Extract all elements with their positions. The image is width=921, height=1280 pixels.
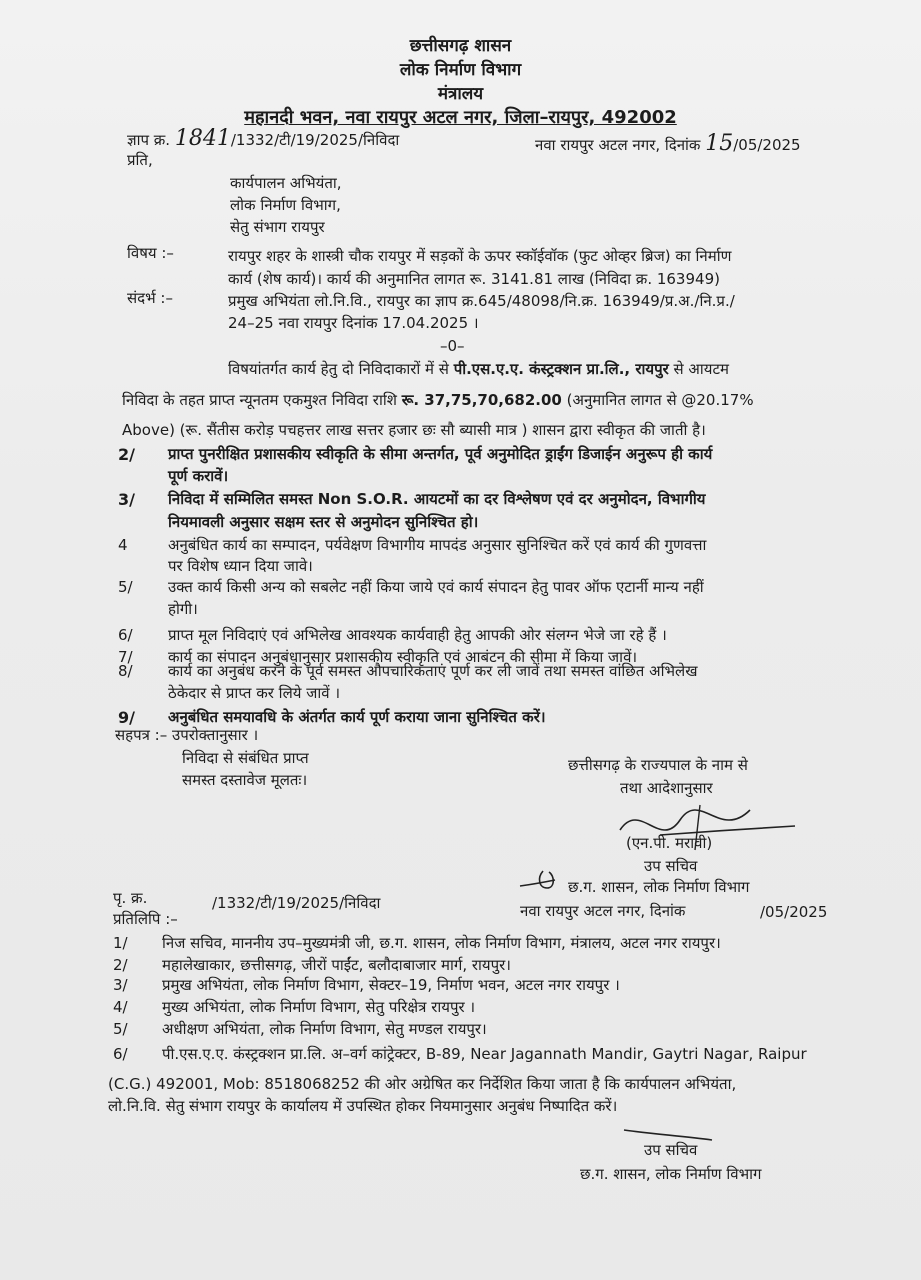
memo-date (535, 131, 801, 156)
header-govt: छत्तीसगढ़ शासन (409, 36, 512, 56)
copy-recipient: मुख्य अभियंता, लोक निर्माण विभाग, सेतु परिक्षेत्र रायपुर । (162, 998, 476, 1016)
copy-recipient: प्रमुख अभियंता, लोक निर्माण विभाग, सेक्टर–19, निर्माण भवन, अटल नगर रायपुर । (162, 976, 620, 994)
point-text-line1: कार्य का अनुबंध करने के पूर्व समस्त औपचारिकताएं पूर्ण कर ली जावें तथा समस्त वांछित अभिलेख (168, 662, 698, 680)
divider: –0– (440, 337, 465, 355)
endorse-date: /05/2025 (760, 903, 828, 921)
endorse-place-date: नवा रायपुर अटल नगर, दिनांक (520, 902, 686, 920)
governor-order-line2: तथा आदेशानुसार (620, 779, 713, 797)
point-text-line2: होगी। (168, 600, 198, 618)
point-number: 8/ (118, 662, 133, 680)
addressee-line1: कार्यपालन अभियंता, (230, 174, 342, 192)
point-number: 6/ (118, 626, 133, 644)
memo-handwritten-day: 15 (705, 131, 734, 156)
prati-label: प्रति, (127, 151, 153, 169)
reference-line2: 24–25 नवा रायपुर दिनांक 17.04.2025 । (228, 314, 479, 332)
header-dept: लोक निर्माण विभाग (399, 60, 522, 80)
memo-handwritten-number: 1841 (174, 126, 231, 151)
copy-number: 6/ (113, 1045, 128, 1063)
governor-order-line1: छत्तीसगढ़ के राज्यपाल के नाम से (568, 756, 748, 774)
point-number: 9/ (118, 708, 135, 727)
point-number: 3/ (118, 490, 135, 509)
memo-place-date: नवा रायपुर अटल नगर, दिनांक (535, 136, 701, 154)
endorse-number: /1332/टी/19/2025/निविदा (212, 894, 381, 912)
copy-number: 1/ (113, 934, 128, 952)
point-number: 4 (118, 536, 128, 554)
point-text-line2: पूर्ण करावें। (168, 467, 229, 485)
point-text-line2: पर विशेष ध्यान दिया जावे। (168, 557, 313, 575)
signatory-2-dept: छ.ग. शासन, लोक निर्माण विभाग (580, 1165, 762, 1183)
point-text-line1: अनुबंधित समयावधि के अंतर्गत कार्य पूर्ण कराया जाना सुनिश्चित करें। (168, 708, 546, 726)
tender-amount: रू. 37,75,70,682.00 (401, 391, 562, 409)
copy-recipient: अधीक्षण अभियंता, लोक निर्माण विभाग, सेतु मण्डल रायपुर। (162, 1020, 487, 1038)
point-number: 5/ (118, 578, 133, 596)
reference-line1: प्रमुख अभियंता लो.नि.वि., रायपुर का ज्ञाप क्र.645/48098/नि.क्र. 163949/प्र.अ./नि.प्र./ (228, 292, 735, 310)
point-text-line1: उक्त कार्य किसी अन्य को सबलेट नहीं किया जाये एवं कार्य संपादन हेतु पावर ऑफ एटार्नी मान्य नहीं (168, 578, 704, 596)
enclosure-label: सहपत्र :– उपरोक्तानुसार । (115, 726, 259, 744)
subject-line1: रायपुर शहर के शास्त्री चौक रायपुर में सड़कों के ऊपर स्कॉईवॉक (फुट ओव्हर ब्रिज) का निर्माण (228, 247, 732, 265)
copy-number: 5/ (113, 1020, 128, 1038)
copy-recipient: पी.एस.ए.ए. कंस्ट्रक्शन प्रा.लि. अ–वर्ग कांट्रेक्टर, B-89, Near Jagannath Mandir, Gaytri Nagar, Raipur (162, 1045, 807, 1063)
para1-text-2c: (अनुमानित लागत से @20.17% (561, 391, 754, 409)
copy-number: 3/ (113, 976, 128, 994)
reference-label: संदर्भ :– (127, 289, 173, 307)
point-text-line1: कार्य का संपादन अनुबंधानुसार प्रशासकीय स्वीकृति एवं आबंटन की सीमा में किया जावें। (168, 648, 638, 666)
copy-recipient: निज सचिव, माननीय उप–मुख्यमंत्री जी, छ.ग. शासन, लोक निर्माण विभाग, मंत्रालय, अटल नगर रायपुर। (162, 934, 721, 952)
copy-recipient: महालेखाकार, छत्तीसगढ़, जीरों पाईंट, बलौदाबाजार मार्ग, रायपुर। (162, 956, 511, 974)
para1-line1 (228, 360, 729, 378)
copy-label: प्रतिलिपि :– (113, 910, 178, 928)
copy-number: 4/ (113, 998, 128, 1016)
subject-label: विषय :– (127, 244, 174, 262)
point-text-line1: प्राप्त मूल निविदाएं एवं अभिलेख आवश्यक कार्यवाही हेतु आपकी ओर संलग्न भेजे जा रहे हैं । (168, 626, 667, 644)
memo-label: ज्ञाप क्र. (127, 131, 171, 149)
memo-number-rest: /1332/टी/19/2025/निविदा (230, 131, 400, 149)
point-text-line1: प्राप्त पुनरीक्षित प्रशासकीय स्वीकृति के सीमा अन्तर्गत, पूर्व अनुमोदित ड्राईंग डिजाईन अनुरूप ही कार्य (168, 445, 713, 463)
subject-line2: कार्य (शेष कार्य)। कार्य की अनुमानित लागत रू. 3141.81 लाख (निविदा क्र. 163949) (228, 270, 720, 288)
point-text-line1: अनुबंधित कार्य का सम्पादन, पर्यवेक्षण विभागीय मापदंड अनुसार सुनिश्चित करें एवं कार्य की गुणवत्ता (168, 536, 707, 554)
addressee-line2: लोक निर्माण विभाग, (230, 196, 341, 214)
signatory-2-designation: उप सचिव (644, 1141, 698, 1159)
contractor-name: पी.एस.ए.ए. कंस्ट्रक्शन प्रा.लि., रायपुर (453, 360, 669, 378)
enclosure-line2: निविदा से संबंधित प्राप्त (182, 749, 309, 767)
signatory-1-name: (एन.पी. मरावी) (626, 834, 713, 852)
point-text-line2: ठेकेदार से प्राप्त कर लिये जावें । (168, 684, 341, 702)
point-text-line2: नियमावली अनुसार सक्षम स्तर से अनुमोदन सुनिश्चित हो। (168, 513, 479, 531)
copy-number: 2/ (113, 956, 128, 974)
enclosure-line3: समस्त दस्तावेज मूलतः। (182, 771, 308, 789)
para1-text-c: से आयटम (668, 360, 729, 378)
para1-line3: Above) (रू. सैंतीस करोड़ पचहत्तर लाख सत्तर हजार छः सौ ब्यासी मात्र ) शासन द्वारा स्वीकृत की जाती है। (122, 421, 706, 439)
endorse-label: पृ. क्र. (113, 889, 148, 907)
copy6-line3: लो.नि.वि. सेतु संभाग रायपुर के कार्यालय में उपस्थित होकर नियमानुसार अनुबंध निष्पादित करें। (108, 1097, 618, 1115)
para1-line2 (122, 391, 754, 409)
memo-number (127, 126, 400, 151)
para1-text-2a: निविदा के तहत प्राप्त न्यूनतम एकमुश्त निविदा राशि (122, 391, 402, 409)
header-ministry: मंत्रालय (437, 84, 484, 104)
memo-date-rest: /05/2025 (733, 136, 801, 154)
point-number: 2/ (118, 445, 135, 464)
signatory-1-designation: उप सचिव (644, 857, 698, 875)
header-address: महानदी भवन, नवा रायपुर अटल नगर, जिला–रायपुर, 492002 (244, 107, 677, 128)
point-number: 7/ (118, 648, 133, 666)
signatory-1-dept: छ.ग. शासन, लोक निर्माण विभाग (568, 878, 750, 896)
addressee-line3: सेतु संभाग रायपुर (230, 218, 325, 236)
point-text-line1: निविदा में सम्मिलित समस्त Non S.O.R. आयटमों का दर विश्लेषण एवं दर अनुमोदन, विभागीय (168, 490, 706, 508)
copy6-line2: (C.G.) 492001, Mob: 8518068252 की ओर अग्रेषित कर निर्देशित किया जाता है कि कार्यपालन अभियंता, (108, 1075, 737, 1093)
para1-text-a: विषयांतर्गत कार्य हेतु दो निविदाकारों में से (228, 360, 454, 378)
